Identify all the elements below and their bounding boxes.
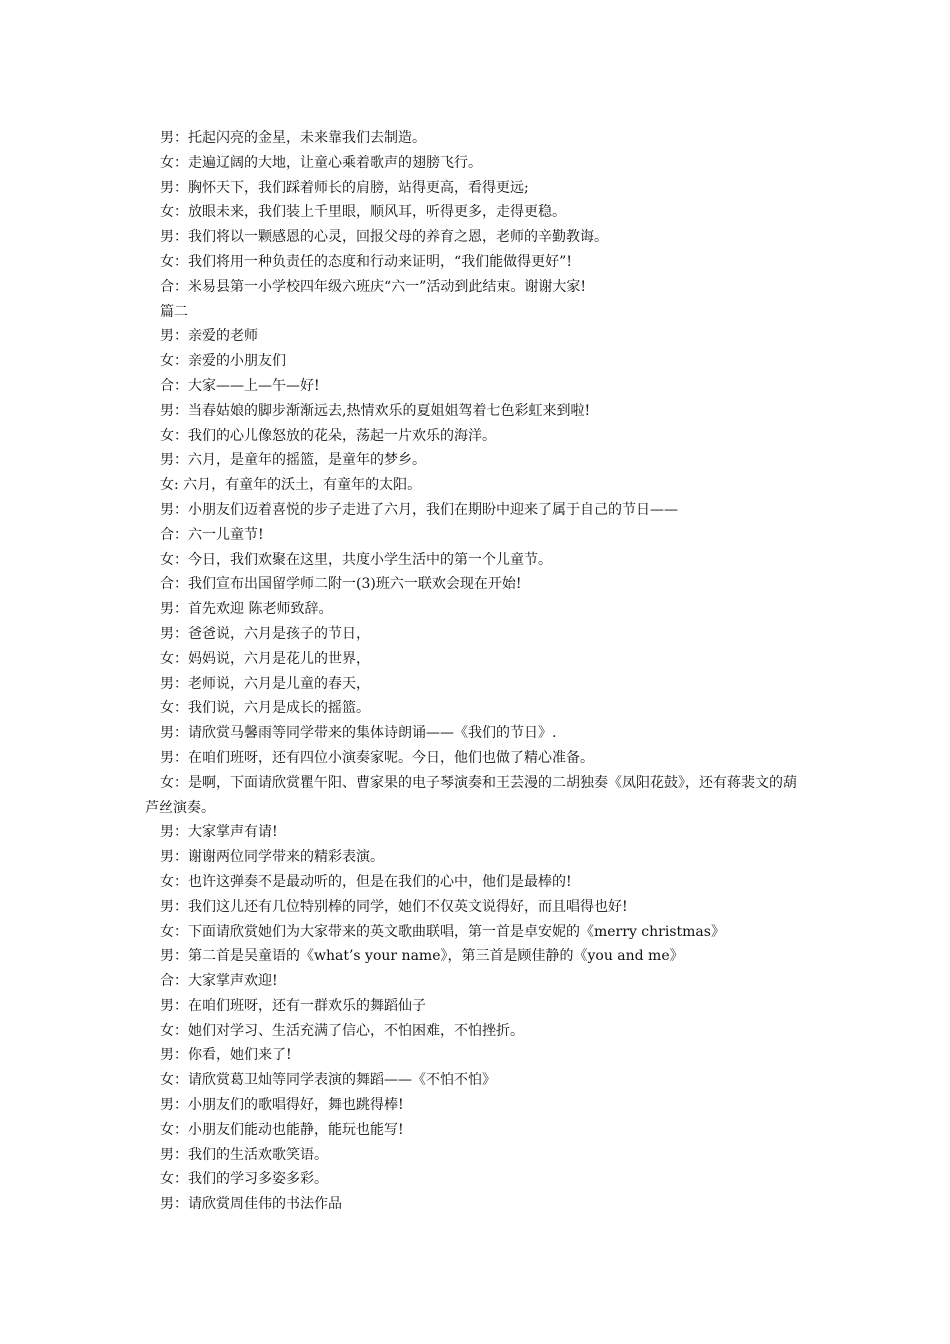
- text-line: 女：请欣赏葛卫灿等同学表演的舞蹈——《不怕不怕》: [160, 1072, 496, 1089]
- text-line: 合：我们宣布出国留学师二附一(3)班六一联欢会现在开始!: [160, 576, 522, 593]
- text-line: 女：今日，我们欢聚在这里，共度小学生活中的第一个儿童节。: [160, 551, 552, 568]
- text-line: 女：也许这弹奏不是最动听的，但是在我们的心中，他们是最棒的!: [160, 873, 572, 890]
- text-line: 男：第二首是吴童语的《what’s your name》，第三首是顾佳静的《you and me》: [160, 948, 684, 965]
- text-line: 女：妈妈说，六月是花儿的世界，: [160, 650, 370, 667]
- text-line: 男：首先欢迎 陈老师致辞。: [160, 601, 333, 618]
- text-line: 女：放眼未来，我们装上千里眼，顺风耳，听得更多，走得更稳。: [160, 204, 566, 221]
- text-line: 男：爸爸说，六月是孩子的节日，: [160, 625, 370, 642]
- text-line: 男：托起闪亮的金星，未来靠我们去制造。: [160, 130, 426, 146]
- text-line: 男：小朋友们的歌唱得好，舞也跳得棒!: [160, 1097, 404, 1114]
- text-line: 合：大家——上—午—好!: [160, 377, 320, 394]
- text-line: 女：下面请欣赏她们为大家带来的英文歌曲联唱，第一首是卓安妮的《merry christmas》: [160, 923, 725, 940]
- document-body: [145, 126, 805, 1217]
- text-line: 合：六一儿童节!: [160, 526, 264, 543]
- text-paragraph: 女：是啊，下面请欣赏瞿午阳、曹家果的电子琴演奏和王芸漫的二胡独奏《凤阳花鼓》，还有蒋裴文的葫芦丝演奏。: [145, 774, 797, 816]
- text-line: 男：小朋友们迈着喜悦的步子走进了六月，我们在期盼中迎来了属于自己的节日——: [160, 501, 678, 518]
- text-line: 男：谢谢两位同学带来的精彩表演。: [160, 849, 384, 866]
- text-line: 合：大家掌声欢迎!: [160, 973, 278, 990]
- text-line: 女：我们的心儿像怒放的花朵，荡起一片欢乐的海洋。: [160, 427, 496, 444]
- text-line: 男：老师说，六月是儿童的春天，: [160, 675, 370, 692]
- text-line: 男：请欣赏周佳伟的书法作品: [160, 1196, 342, 1213]
- section-heading: 篇二: [160, 303, 188, 320]
- text-line: 男：当春姑娘的脚步渐渐远去,热情欢乐的夏姐姐驾着七色彩虹来到啦!: [160, 402, 591, 419]
- text-line: 女：我们的学习多姿多彩。: [160, 1171, 328, 1188]
- text-line: 男：你看，她们来了!: [160, 1047, 292, 1064]
- text-line: 女：走遍辽阔的大地，让童心乘着歌声的翅膀飞行。: [160, 154, 482, 171]
- text-line: 女：她们对学习、生活充满了信心，不怕困难，不怕挫折。: [160, 1022, 524, 1039]
- text-line: 女：亲爱的小朋友们: [160, 353, 286, 370]
- text-line: 男：胸怀天下，我们踩着师长的肩膀，站得更高，看得更远;: [160, 179, 529, 196]
- text-line: 女：我们将用一种负责任的态度和行动来证明，“我们能做得更好”!: [160, 253, 572, 270]
- text-line: 男：我们的生活欢歌笑语。: [160, 1146, 328, 1163]
- text-line: 男：在咱们班呀，还有四位小演奏家呢。今日，他们也做了精心准备。: [160, 749, 594, 766]
- text-line: 男：大家掌声有请!: [160, 824, 278, 841]
- text-line: 男：请欣赏马馨雨等同学带来的集体诗朗诵——《我们的节日》.: [160, 725, 557, 742]
- text-line: 男：我们将以一颗感恩的心灵，回报父母的养育之恩，老师的辛勤教诲。: [160, 229, 608, 246]
- text-line: 女: 六月，有童年的沃土，有童年的太阳。: [160, 477, 422, 494]
- text-line: 男：在咱们班呀，还有一群欢乐的舞蹈仙子: [160, 997, 426, 1014]
- text-line: 男：我们这儿还有几位特别棒的同学，她们不仅英文说得好，而且唱得也好!: [160, 898, 628, 915]
- text-line: 女：我们说，六月是成长的摇篮。: [160, 700, 370, 717]
- text-line: 女：小朋友们能动也能静，能玩也能写!: [160, 1121, 404, 1138]
- text-line: 合：米易县第一小学校四年级六班庆“六一”活动到此结束。谢谢大家!: [160, 278, 586, 295]
- text-line: 男：六月，是童年的摇篮，是童年的梦乡。: [160, 452, 426, 469]
- text-line: 男：亲爱的老师: [160, 328, 258, 345]
